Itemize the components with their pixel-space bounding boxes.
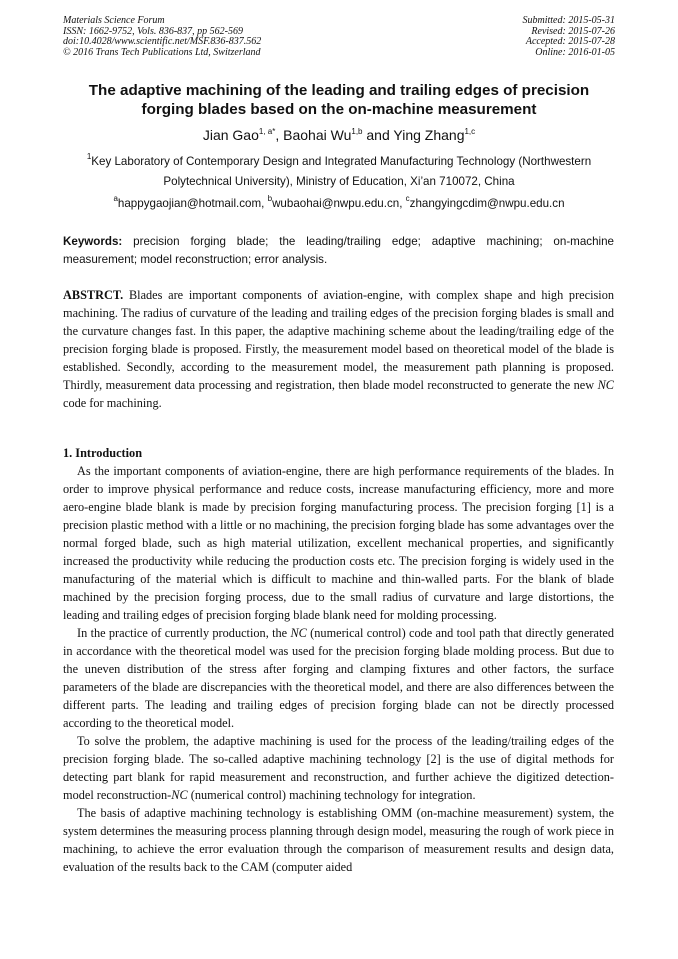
abstract-nc: NC <box>597 378 614 392</box>
intro-paragraph-3 <box>63 732 614 804</box>
email-c[interactable]: zhangyingcdim@nwpu.edu.cn <box>409 197 565 210</box>
affiliation-line-2: Polytechnical University), Ministry of Education, Xi’an 710072, China <box>163 174 515 188</box>
date-online: Online: 2016-01-05 <box>535 46 615 58</box>
date-revised: Revised: 2015-07-26 <box>531 25 615 37</box>
email-a[interactable]: happygaojian@hotmail.com, <box>117 197 268 210</box>
abstract <box>63 286 614 412</box>
affiliation-line-1: Key Laboratory of Contemporary Design and Integrated Manufacturing Technology (Northwestern <box>91 155 592 168</box>
abstract-text-2: code for machining. <box>63 396 162 410</box>
intro-paragraph-4: The basis of adaptive machining technology is establishing OMM (on-machine measurement) system, the system determines the measuring process planning through design model, measuring the rough of work piece in machining, to achieve the error evaluation through the comparison of measurement results and design data, evaluation of the results back to the CAM (computer aided <box>63 806 614 874</box>
author-list <box>40 126 638 144</box>
journal-info <box>63 16 261 58</box>
title-line-1: The adaptive machining of the leading and trailing edges of precision <box>88 82 590 99</box>
abstract-label: ABSTRCT. <box>63 288 124 302</box>
section-heading-introduction: 1. Introduction <box>63 446 143 460</box>
keywords-label: Keywords: <box>63 235 123 248</box>
introduction-body <box>63 462 614 876</box>
author-emails <box>40 196 638 212</box>
title-line-2: forging blades based on the on-machine measurement <box>141 101 537 118</box>
journal-issn: ISSN: 1662-9752, Vols. 836-837, pp 562-569 <box>63 25 243 37</box>
email-a-sup: a <box>113 194 118 203</box>
author-2-sup: 1,b <box>351 127 363 136</box>
journal-name: Materials Science Forum <box>63 15 165 26</box>
intro-paragraph-1: As the important components of aviation-engine, there are high performance requirements of the blades. In order to improve physical performance and reduce costs, increase manufacturing efficiency, more and more aero-engine blade blank is made by precision forging manufacturing process. The precision forging [1] is a precision plastic method with a little or no machining, the precision forging blade has some advantages over the normal forged blade, such as high material utilization, excellent mechanical properties, and significantly increased the productivity while reducing the production costs etc. The precision forging is widely used in the manufacturing of the material which is difficult to machine and thin-walled parts. For the blank of blade machined by the precision forging process, due to the small radius of curvature and large distortions, the leading and trailing edges of precision forging blade blank need for molding processing. <box>63 464 614 622</box>
author-1-name: Jian Gao <box>202 127 259 143</box>
author-3-name: Ying Zhang <box>393 127 465 143</box>
email-b-sup: b <box>267 194 273 203</box>
author-1-sup: 1, a* <box>258 127 276 136</box>
affiliation <box>55 152 623 191</box>
intro-p2-text-1: In the practice of currently production, the <box>77 626 288 640</box>
author-3-sup: 1,c <box>464 127 476 136</box>
author-separator-2: and <box>362 127 394 143</box>
author-2-name: Baohai Wu <box>283 127 352 143</box>
intro-p3-text-2: (numerical control) machining technology for integration. <box>190 788 476 802</box>
paper-title <box>58 81 620 119</box>
intro-p2-text-2: (numerical control) code and tool path that directly generated in accordance with the theoretical model was used for the precision forging blade molding process. But due to the uneven distribution of the stress after forging and clamping fixtures and other factors, the surface parameters of the blade are discrepancies with the theoretical model, and there are also differences between the different parts. The leading and trailing edges of precision forging blade can not be directly processed according to the theoretical model. <box>63 626 614 730</box>
email-b[interactable]: wubaohai@nwpu.edu.cn, <box>272 197 406 210</box>
publication-dates <box>523 16 616 58</box>
intro-p3-nc: NC <box>171 788 188 802</box>
keywords <box>63 233 614 269</box>
journal-doi: doi:10.4028/www.scientific.net/MSF.836-837.562 <box>63 36 262 48</box>
email-c-sup: c <box>405 194 410 203</box>
keywords-text: precision forging blade; the leading/trailing edge; adaptive machining; on-machine measurement; model reconstruction; error analysis. <box>63 235 614 266</box>
intro-p2-nc: NC <box>290 626 307 640</box>
abstract-text-1: Blades are important components of aviation-engine, with complex shape and high precision machining. The radius of curvature of the leading and trailing edges of the precision forging blades is small and the curvature changes fast. In this paper, the adaptive machining scheme about the leading/trailing edge of the precision forging blade is proposed. Firstly, the measurement model based on theoretical model of the blade is established. Secondly, according to the measurement model, the measurement path planning is proposed. Thirdly, measurement data processing and registration, then blade model reconstructed to generate the new <box>63 288 614 392</box>
journal-copyright: © 2016 Trans Tech Publications Ltd, Switzerland <box>63 46 261 58</box>
intro-paragraph-2 <box>63 624 614 732</box>
date-accepted: Accepted: 2015-07-28 <box>525 36 615 48</box>
date-submitted: Submitted: 2015-05-31 <box>522 15 615 26</box>
intro-p3-text-1: To solve the problem, the adaptive machining is used for the process of the leading/trailing edges of the precision forging blade. The so-called adaptive machining technology [2] is the use of digital methods for detecting part blank for rapid measurement and reconstruction, and further achieve the digitized detection- model reconstruction- <box>63 734 614 802</box>
affiliation-sup: 1 <box>86 152 92 161</box>
author-separator-1: , <box>275 127 284 143</box>
